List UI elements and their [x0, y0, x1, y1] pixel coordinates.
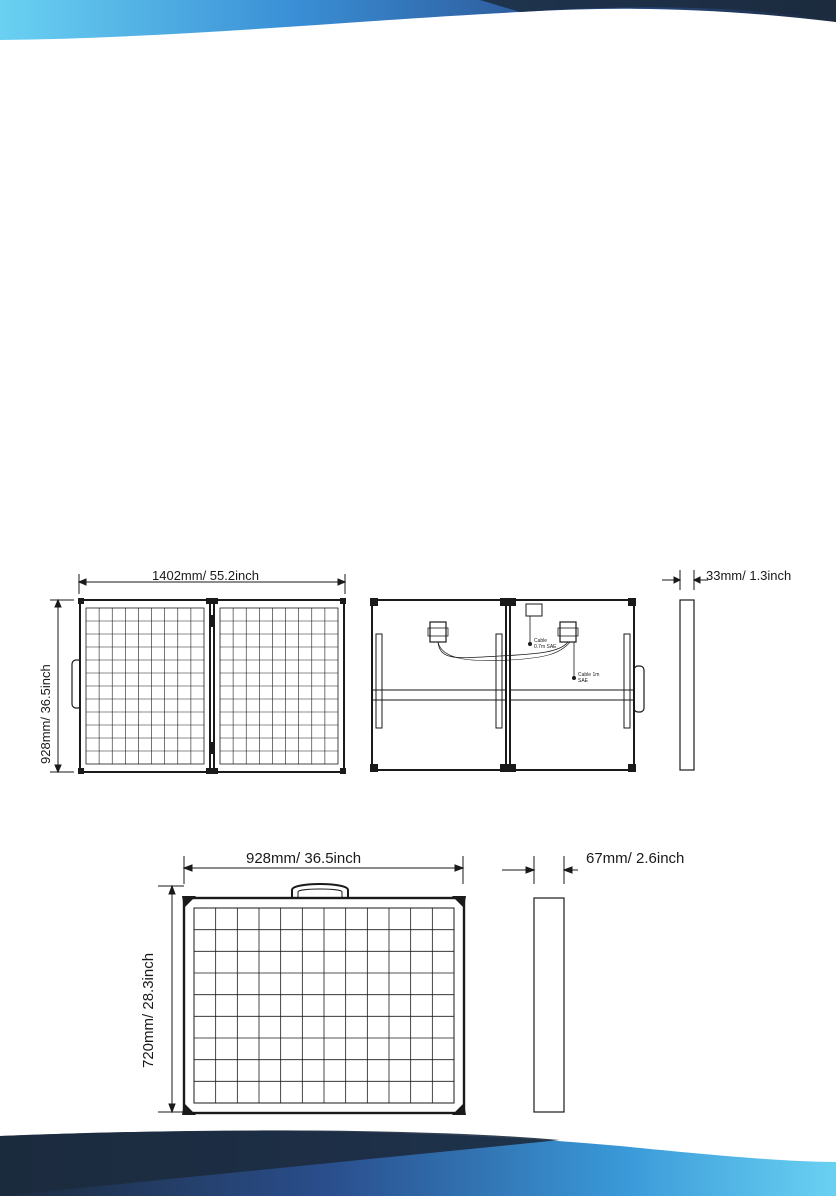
folded-height-label: 720mm/ 28.3inch — [140, 952, 157, 1068]
height-dimension-line — [50, 600, 74, 772]
header-wave-banner — [0, 0, 836, 60]
charge-controller — [526, 604, 542, 616]
cable-label-2: Cable 1m SAE — [578, 672, 600, 684]
thick-thickness-label: 67mm/ 2.6inch — [586, 850, 685, 867]
footer-wave-banner — [0, 1128, 836, 1196]
thick-side-diagram — [498, 856, 578, 1116]
thin-side-diagram — [650, 568, 710, 778]
unfolded-front-diagram — [30, 560, 360, 785]
unfolded-width-label: 1402mm/ 55.2inch — [152, 568, 259, 583]
junction-box-left — [430, 622, 446, 642]
folded-front-diagram — [140, 850, 480, 1125]
folded-height-dimension — [158, 886, 184, 1112]
thick-side-profile — [534, 898, 564, 1112]
thin-side-profile — [680, 600, 694, 770]
folded-width-label: 928mm/ 36.5inch — [246, 850, 362, 867]
unfolded-back-diagram — [360, 590, 660, 780]
cable-label-1: Cable 0.7m SAE — [534, 638, 557, 650]
thin-thickness-label: 33mm/ 1.3inch — [706, 568, 792, 583]
unfolded-height-label: 928mm/ 36.5inch — [38, 664, 53, 764]
junction-box-right — [560, 622, 576, 642]
